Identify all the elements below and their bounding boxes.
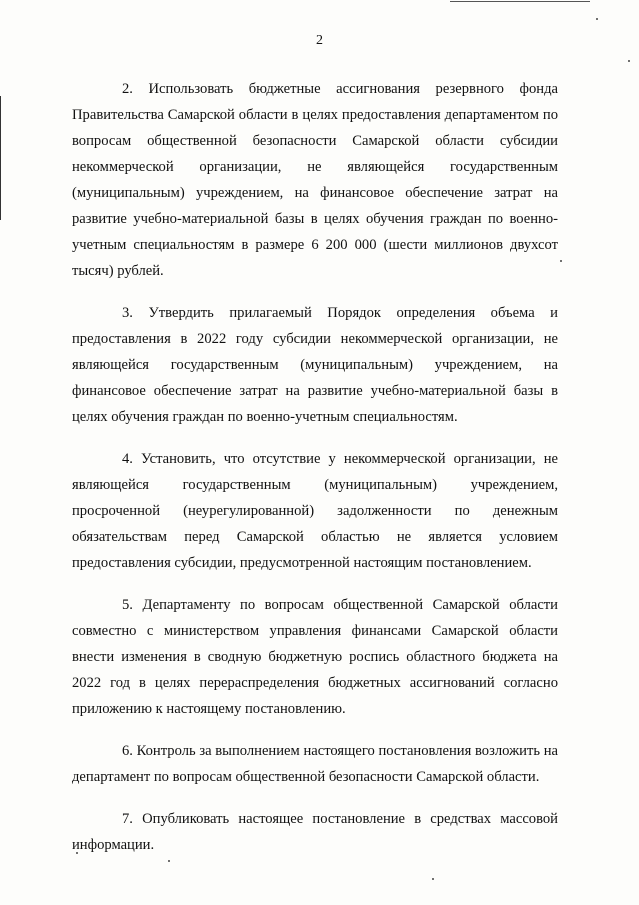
document-body bbox=[72, 76, 558, 858]
paragraph-item-6: 6. Контроль за выполнением настоящего постановления возложить на департамент по вопросам общественной безопасности Самарской области. bbox=[72, 743, 558, 785]
paragraph-item-5: 5. Департаменту по вопросам общественной Самарской области совместно с министерством управления финансами Самарской области внести изменения в сводную бюджетную роспись областного бюджета на 2022 год в целях перераспределения бюджетных ассигнований согласно приложению к настоящему постановлению. bbox=[72, 597, 558, 717]
paragraph-item-3: 3. Утвердить прилагаемый Порядок определения объема и предоставления в 2022 году субсидии некоммерческой организации, не являющейся государственным (муниципальным) учреждением, на финансовое обеспечение затрат на развитие учебно-материальной базы в целях обучения граждан по военно-учетным специальностям. bbox=[72, 305, 558, 425]
scan-speck bbox=[628, 60, 630, 62]
scan-speck bbox=[168, 860, 170, 862]
scan-artifact-margin-line bbox=[0, 96, 1, 220]
scan-artifact-line bbox=[450, 1, 590, 2]
paragraph-item-4: 4. Установить, что отсутствие у некоммерческой организации, не являющейся государственным (муниципальным) учреждением, просроченной (неурегулированной) задолженности по денежным обязательствам перед Самарской областью не является условием предоставления субсидии, предусмотренной настоящим постановлением. bbox=[72, 451, 558, 571]
page-number: 2 bbox=[316, 33, 323, 48]
scan-speck bbox=[560, 260, 562, 262]
paragraph-item-2: 2. Использовать бюджетные ассигнования резервного фонда Правительства Самарской области в целях предоставления департаментом по вопросам общественной безопасности Самарской области субсидии некоммерческой организации, не являющейся государственным (муниципальным) учреждением, на финансовое обеспечение затрат на развитие учебно-материальной базы в целях обучения граждан по военно-учетным специальностям в размере 6 200 000 (шести миллионов двухсот тысяч) рублей. bbox=[72, 81, 558, 279]
scan-speck bbox=[432, 878, 434, 880]
paragraph-item-7: 7. Опубликовать настоящее постановление в средствах массовой информации. bbox=[72, 811, 558, 853]
scan-speck bbox=[596, 18, 598, 20]
